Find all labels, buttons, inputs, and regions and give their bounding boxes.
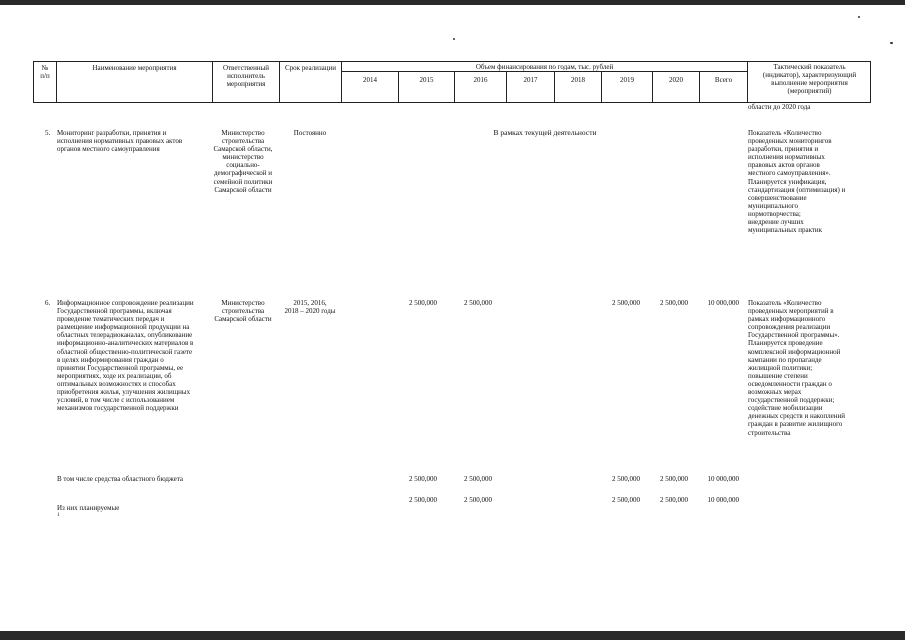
budget-row-label: В том числе средства областного бюджета bbox=[57, 475, 184, 483]
row-5-number: 5. bbox=[45, 129, 51, 137]
header-year: 2019 bbox=[620, 76, 634, 84]
planned-row-label bbox=[57, 496, 119, 522]
header-year: 2015 bbox=[419, 76, 434, 84]
header-name: Наименование мероприятия bbox=[92, 64, 177, 72]
row-6-value-2020: 2 500,000 bbox=[660, 299, 688, 307]
row-6-value-2015: 2 500,000 bbox=[409, 299, 437, 307]
planned-total: 10 000,000 bbox=[707, 496, 739, 504]
header-year: 2014 bbox=[363, 76, 377, 84]
header-year: 2020 bbox=[669, 76, 683, 84]
row-6-name: Информационное сопровождение реализации Государственной программы, включая проведение тематических передач и размещение информационной продукции на областных телерадиоканалах, опубликование информационно-аналитических материалов в областной общественно-политической газете в целях информирования граждан о принятии Государственной программы, ее мероприятиях, ходе их реализации, об оптимальных возможностях и способах приобретения жилья, улучшения жилищных условий, в том числе с использованием механизмов государственной поддержки bbox=[57, 299, 194, 413]
budget-value-2015: 2 500,000 bbox=[409, 475, 437, 483]
row-6-term: 2015, 2016, 2018 – 2020 годы bbox=[284, 299, 336, 316]
header-total: Всего bbox=[714, 76, 733, 84]
carry-over-text: области до 2020 года bbox=[748, 103, 811, 111]
scan-speck bbox=[890, 42, 893, 44]
header-indicator: Тактический показатель (индикатор), характеризующий выполнение мероприятия (мероприятий) bbox=[762, 63, 857, 95]
budget-value-2019: 2 500,000 bbox=[612, 475, 640, 483]
row-5-financing: В рамках текущей деятельности bbox=[493, 128, 597, 137]
row-5-indicator: Показатель «Количество проведенных мониторингов разработки, принятия и исполнения нормативных правовых актов органов местного самоуправления». Планируется унификация, стандартизация (оптимизация) и совершенствование муниципального нормотворчества; внедрение лучших муниципальных практик bbox=[748, 129, 846, 235]
table-header bbox=[33, 61, 871, 103]
row-6-indicator: Показатель «Количество проведенных мероприятий в рамках информационного сопровождения реализации Государственной программы». Планируется проведение комплексной информационной кампании по пропаганде жилищной политики; повышение степени осведомленности граждан о возможных мерах государственной поддержки; содействие мобилизации денежных средств и накоплений граждан в развитие жилищного строительства bbox=[748, 299, 845, 437]
row-5-responsible: Министерство строительства Самарской области, министерство социально- демографической и семейной политики Самарской области bbox=[213, 129, 273, 194]
header-year: 2017 bbox=[523, 76, 538, 84]
budget-total: 10 000,000 bbox=[707, 475, 739, 483]
planned-value-2016: 2 500,000 bbox=[464, 496, 492, 504]
scan-speck bbox=[453, 38, 455, 40]
planned-value-2019: 2 500,000 bbox=[612, 496, 640, 504]
header-year: 2018 bbox=[571, 76, 585, 84]
row-6-responsible: Министерство строительства Самарской области bbox=[214, 299, 272, 324]
planned-label-text: Из них планируемые bbox=[57, 504, 120, 513]
planned-value-2015: 2 500,000 bbox=[409, 496, 437, 504]
row-5-term: Постоянно bbox=[293, 129, 327, 137]
footnote-marker: 1 bbox=[57, 513, 60, 519]
header-responsible: Ответственный исполнитель мероприятия bbox=[222, 64, 270, 88]
header-financing: Объем финансирования по годам, тыс. рублей bbox=[475, 63, 614, 71]
scan-bottom-border bbox=[0, 631, 905, 640]
budget-value-2020: 2 500,000 bbox=[660, 475, 688, 483]
scan-speck bbox=[858, 16, 860, 18]
budget-value-2016: 2 500,000 bbox=[464, 475, 492, 483]
row-6-value-2019: 2 500,000 bbox=[612, 299, 640, 307]
header-year: 2016 bbox=[473, 76, 488, 84]
header-term: Срок реализации bbox=[284, 64, 337, 72]
row-6-value-2016: 2 500,000 bbox=[464, 299, 492, 307]
header-number: № п/п bbox=[40, 64, 50, 80]
scan-top-border bbox=[0, 0, 905, 5]
planned-value-2020: 2 500,000 bbox=[660, 496, 688, 504]
row-6-number: 6. bbox=[45, 299, 51, 307]
row-6-total: 10 000,000 bbox=[707, 299, 739, 307]
row-5-name: Мониторинг разработки, принятия и исполнения нормативных правовых актов органов местного самоуправления bbox=[57, 129, 183, 154]
